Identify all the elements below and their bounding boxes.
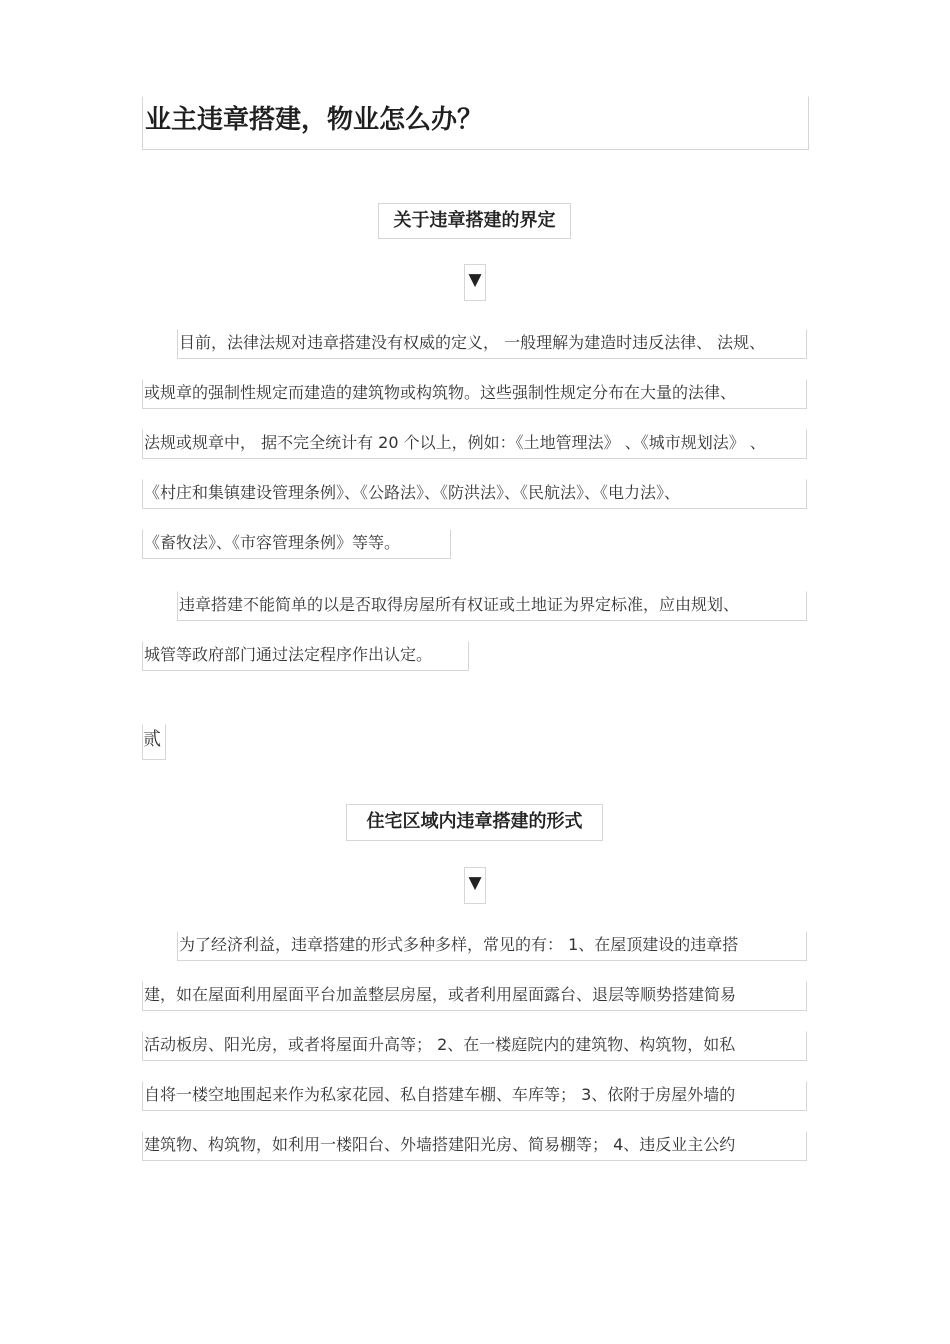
section-heading-definition: 关于违章搭建的界定 [378,203,571,239]
paragraph-line: 活动板房、阳光房，或者将屋面升高等； 2、在一楼庭院内的建筑物、构筑物，如私 [142,1031,807,1061]
paragraph-line: 或规章的强制性规定而建造的建筑物或构筑物。这些强制性规定分布在大量的法律、 [142,379,807,409]
paragraph-line: 《畜牧法》、《市容管理条例》等等。 [142,529,451,559]
document-title: 业主违章搭建，物业怎么办？ [142,96,809,150]
paragraph-line: 《村庄和集镇建设管理条例》、《公路法》、《防洪法》、《民航法》、《电力法》、 [142,479,807,509]
paragraph-line: 建，如在屋面利用屋面平台加盖整层房屋，或者利用屋面露台、退层等顺势搭建简易 [142,981,807,1011]
paragraph-line: 违章搭建不能简单的以是否取得房屋所有权证或土地证为界定标准，应由规划、 [177,591,807,621]
paragraph-line: 建筑物、构筑物，如利用一楼阳台、外墙搭建阳光房、简易棚等； 4、违反业主公约 [142,1131,807,1161]
paragraph-line: 自将一楼空地围起来作为私家花园、私自搭建车棚、车库等； 3、依附于房屋外墙的 [142,1081,807,1111]
paragraph-line: 为了经济利益，违章搭建的形式多种多样，常见的有： 1、在屋顶建设的违章搭 [177,931,807,961]
down-arrow-icon: ▼ [464,867,486,904]
paragraph-line: 目前，法律法规对违章搭建没有权威的定义， 一般理解为建造时违反法律、 法规、 [177,329,807,359]
paragraph-line: 城管等政府部门通过法定程序作出认定。 [142,641,469,671]
section-heading-forms: 住宅区域内违章搭建的形式 [346,804,603,841]
section-number: 贰 [142,724,166,760]
down-arrow-icon: ▼ [464,264,486,301]
paragraph-line: 法规或规章中， 据不完全统计有 20 个以上，例如：《土地管理法》 、《城市规划法》 、 [142,429,807,459]
